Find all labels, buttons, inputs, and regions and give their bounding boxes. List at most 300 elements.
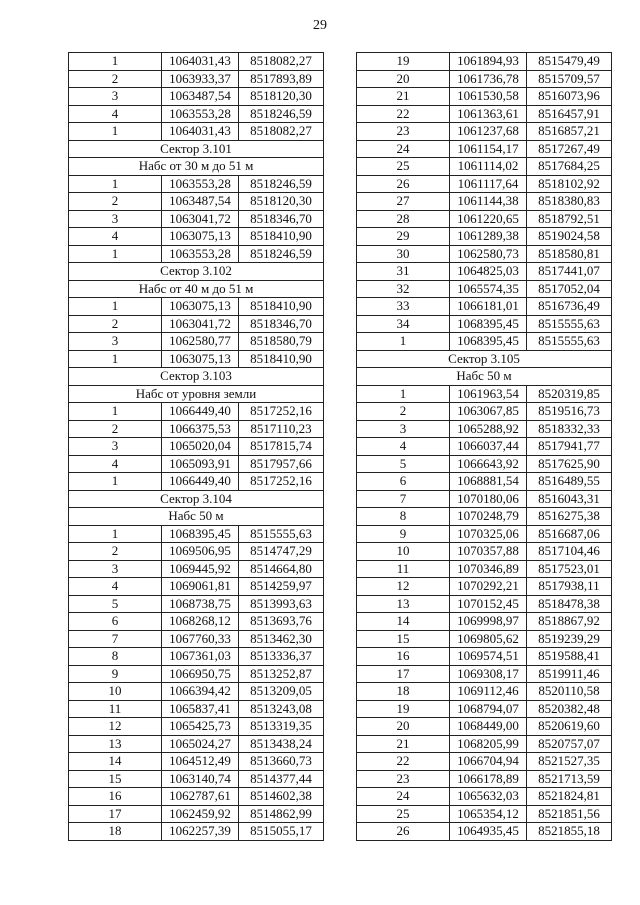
y-coordinate: 8514259,97 — [239, 578, 324, 596]
point-number: 29 — [357, 228, 450, 246]
point-number: 22 — [357, 105, 450, 123]
table-row — [69, 700, 324, 718]
y-coordinate: 8520757,07 — [527, 735, 612, 753]
x-coordinate: 1064512,49 — [162, 753, 239, 771]
point-number: 14 — [69, 753, 162, 771]
table-row — [357, 753, 612, 771]
table-row — [357, 280, 612, 298]
section-header-row — [69, 490, 324, 508]
section-header-row — [357, 368, 612, 386]
x-coordinate: 1070248,79 — [450, 508, 527, 526]
point-number: 4 — [69, 455, 162, 473]
y-coordinate: 8518120,30 — [239, 193, 324, 211]
x-coordinate: 1061530,58 — [450, 88, 527, 106]
x-coordinate: 1070292,21 — [450, 578, 527, 596]
table-row — [357, 228, 612, 246]
point-number: 33 — [357, 298, 450, 316]
point-number: 6 — [357, 473, 450, 491]
x-coordinate: 1061363,61 — [450, 105, 527, 123]
y-coordinate: 8518410,90 — [239, 298, 324, 316]
x-coordinate: 1063140,74 — [162, 770, 239, 788]
y-coordinate: 8518346,70 — [239, 315, 324, 333]
point-number: 1 — [69, 53, 162, 71]
table-row — [357, 770, 612, 788]
x-coordinate: 1061736,78 — [450, 70, 527, 88]
point-number: 1 — [69, 298, 162, 316]
y-coordinate: 8515555,63 — [527, 333, 612, 351]
point-number: 8 — [357, 508, 450, 526]
y-coordinate: 8517957,66 — [239, 455, 324, 473]
y-coordinate: 8517893,89 — [239, 70, 324, 88]
table-row — [357, 525, 612, 543]
x-coordinate: 1070325,06 — [450, 525, 527, 543]
y-coordinate: 8519024,58 — [527, 228, 612, 246]
y-coordinate: 8518082,27 — [239, 53, 324, 71]
point-number: 15 — [69, 770, 162, 788]
x-coordinate: 1063041,72 — [162, 210, 239, 228]
table-row — [69, 333, 324, 351]
y-coordinate: 8516457,91 — [527, 105, 612, 123]
x-coordinate: 1068395,45 — [162, 525, 239, 543]
point-number: 18 — [69, 823, 162, 841]
table-row — [357, 210, 612, 228]
y-coordinate: 8519911,46 — [527, 665, 612, 683]
table-row — [357, 718, 612, 736]
table-row — [357, 613, 612, 631]
point-number: 20 — [357, 718, 450, 736]
table-row — [69, 403, 324, 421]
table-row — [357, 158, 612, 176]
y-coordinate: 8518867,92 — [527, 613, 612, 631]
y-coordinate: 8518792,51 — [527, 210, 612, 228]
x-coordinate: 1066375,53 — [162, 420, 239, 438]
x-coordinate: 1068395,45 — [450, 333, 527, 351]
point-number: 13 — [357, 595, 450, 613]
table-row — [69, 88, 324, 106]
x-coordinate: 1065425,73 — [162, 718, 239, 736]
y-coordinate: 8517267,49 — [527, 140, 612, 158]
point-number: 26 — [357, 823, 450, 841]
table-row — [357, 648, 612, 666]
section-header: Набс от уровня земли — [69, 385, 324, 403]
x-coordinate: 1069998,97 — [450, 613, 527, 631]
section-header-row — [69, 263, 324, 281]
x-coordinate: 1070180,06 — [450, 490, 527, 508]
point-number: 23 — [357, 123, 450, 141]
y-coordinate: 8518346,70 — [239, 210, 324, 228]
table-row — [357, 508, 612, 526]
point-number: 26 — [357, 175, 450, 193]
point-number: 6 — [69, 613, 162, 631]
point-number: 24 — [357, 788, 450, 806]
section-header: Сектор 3.102 — [69, 263, 324, 281]
table-row — [69, 735, 324, 753]
y-coordinate: 8518410,90 — [239, 228, 324, 246]
point-number: 13 — [69, 735, 162, 753]
point-number: 34 — [357, 315, 450, 333]
y-coordinate: 8518246,59 — [239, 175, 324, 193]
y-coordinate: 8520382,48 — [527, 700, 612, 718]
x-coordinate: 1063041,72 — [162, 315, 239, 333]
y-coordinate: 8517441,07 — [527, 263, 612, 281]
point-number: 16 — [69, 788, 162, 806]
point-number: 15 — [357, 630, 450, 648]
y-coordinate: 8513319,35 — [239, 718, 324, 736]
table-row — [357, 823, 612, 841]
y-coordinate: 8513660,73 — [239, 753, 324, 771]
point-number: 19 — [357, 700, 450, 718]
y-coordinate: 8513693,76 — [239, 613, 324, 631]
x-coordinate: 1063075,13 — [162, 298, 239, 316]
table-row — [69, 788, 324, 806]
x-coordinate: 1061237,68 — [450, 123, 527, 141]
x-coordinate: 1067760,33 — [162, 630, 239, 648]
y-coordinate: 8521527,35 — [527, 753, 612, 771]
y-coordinate: 8517941,77 — [527, 438, 612, 456]
point-number: 1 — [69, 245, 162, 263]
y-coordinate: 8521824,81 — [527, 788, 612, 806]
point-number: 27 — [357, 193, 450, 211]
y-coordinate: 8513243,08 — [239, 700, 324, 718]
x-coordinate: 1070357,88 — [450, 543, 527, 561]
point-number: 11 — [357, 560, 450, 578]
x-coordinate: 1066950,75 — [162, 665, 239, 683]
table-row — [357, 490, 612, 508]
y-coordinate: 8514377,44 — [239, 770, 324, 788]
x-coordinate: 1065632,03 — [450, 788, 527, 806]
table-row — [357, 193, 612, 211]
x-coordinate: 1068794,07 — [450, 700, 527, 718]
x-coordinate: 1066449,40 — [162, 473, 239, 491]
x-coordinate: 1069574,51 — [450, 648, 527, 666]
table-row — [69, 350, 324, 368]
point-number: 2 — [69, 193, 162, 211]
point-number: 1 — [69, 123, 162, 141]
y-coordinate: 8517110,23 — [239, 420, 324, 438]
x-coordinate: 1065024,27 — [162, 735, 239, 753]
x-coordinate: 1070346,89 — [450, 560, 527, 578]
section-header-row — [69, 368, 324, 386]
table-row — [69, 105, 324, 123]
y-coordinate: 8516489,55 — [527, 473, 612, 491]
x-coordinate: 1068268,12 — [162, 613, 239, 631]
point-number: 30 — [357, 245, 450, 263]
point-number: 22 — [357, 753, 450, 771]
x-coordinate: 1068395,45 — [450, 315, 527, 333]
section-header: Набс 50 м — [357, 368, 612, 386]
section-header: Набс 50 м — [69, 508, 324, 526]
point-number: 5 — [357, 455, 450, 473]
point-number: 12 — [357, 578, 450, 596]
point-number: 3 — [357, 420, 450, 438]
x-coordinate: 1064825,03 — [450, 263, 527, 281]
table-row — [357, 298, 612, 316]
section-header: Набс от 40 м до 51 м — [69, 280, 324, 298]
point-number: 2 — [69, 315, 162, 333]
table-row — [69, 578, 324, 596]
y-coordinate: 8516857,21 — [527, 123, 612, 141]
x-coordinate: 1062459,92 — [162, 805, 239, 823]
point-number: 3 — [69, 333, 162, 351]
table-row — [69, 648, 324, 666]
point-number: 1 — [357, 333, 450, 351]
y-coordinate: 8513336,37 — [239, 648, 324, 666]
table-row — [357, 735, 612, 753]
x-coordinate: 1061117,64 — [450, 175, 527, 193]
point-number: 2 — [357, 403, 450, 421]
table-row — [357, 105, 612, 123]
x-coordinate: 1066704,94 — [450, 753, 527, 771]
point-number: 28 — [357, 210, 450, 228]
x-coordinate: 1063553,28 — [162, 245, 239, 263]
x-coordinate: 1066178,89 — [450, 770, 527, 788]
y-coordinate: 8515055,17 — [239, 823, 324, 841]
y-coordinate: 8518478,38 — [527, 595, 612, 613]
point-number: 4 — [69, 578, 162, 596]
point-number: 9 — [357, 525, 450, 543]
point-number: 2 — [69, 543, 162, 561]
y-coordinate: 8517523,01 — [527, 560, 612, 578]
table-row — [69, 455, 324, 473]
y-coordinate: 8518580,81 — [527, 245, 612, 263]
table-row — [357, 543, 612, 561]
x-coordinate: 1066449,40 — [162, 403, 239, 421]
table-row — [69, 420, 324, 438]
y-coordinate: 8513438,24 — [239, 735, 324, 753]
point-number: 24 — [357, 140, 450, 158]
y-coordinate: 8521855,18 — [527, 823, 612, 841]
y-coordinate: 8519588,41 — [527, 648, 612, 666]
y-coordinate: 8517252,16 — [239, 403, 324, 421]
point-number: 1 — [69, 473, 162, 491]
x-coordinate: 1069061,81 — [162, 578, 239, 596]
x-coordinate: 1061894,93 — [450, 53, 527, 71]
x-coordinate: 1069112,46 — [450, 683, 527, 701]
x-coordinate: 1063553,28 — [162, 105, 239, 123]
x-coordinate: 1065354,12 — [450, 805, 527, 823]
x-coordinate: 1063487,54 — [162, 193, 239, 211]
table-row — [357, 788, 612, 806]
section-header: Сектор 3.105 — [357, 350, 612, 368]
x-coordinate: 1061220,65 — [450, 210, 527, 228]
y-coordinate: 8516073,96 — [527, 88, 612, 106]
table-row — [69, 70, 324, 88]
table-row — [69, 823, 324, 841]
y-coordinate: 8516687,06 — [527, 525, 612, 543]
point-number: 11 — [69, 700, 162, 718]
point-number: 32 — [357, 280, 450, 298]
y-coordinate: 8518082,27 — [239, 123, 324, 141]
point-number: 1 — [357, 385, 450, 403]
x-coordinate: 1062580,77 — [162, 333, 239, 351]
x-coordinate: 1066181,01 — [450, 298, 527, 316]
table-row — [357, 700, 612, 718]
y-coordinate: 8516736,49 — [527, 298, 612, 316]
x-coordinate: 1068205,99 — [450, 735, 527, 753]
y-coordinate: 8517938,11 — [527, 578, 612, 596]
section-header-row — [357, 350, 612, 368]
table-row — [69, 525, 324, 543]
table-row — [357, 245, 612, 263]
section-header-row — [69, 280, 324, 298]
point-number: 18 — [357, 683, 450, 701]
x-coordinate: 1068738,75 — [162, 595, 239, 613]
point-number: 31 — [357, 263, 450, 281]
section-header-row — [69, 140, 324, 158]
point-number: 3 — [69, 438, 162, 456]
x-coordinate: 1066643,92 — [450, 455, 527, 473]
x-coordinate: 1069308,17 — [450, 665, 527, 683]
x-coordinate: 1065574,35 — [450, 280, 527, 298]
section-header-row — [69, 385, 324, 403]
y-coordinate: 8515709,57 — [527, 70, 612, 88]
table-row — [357, 263, 612, 281]
x-coordinate: 1066037,44 — [450, 438, 527, 456]
point-number: 1 — [69, 350, 162, 368]
table-row — [357, 420, 612, 438]
x-coordinate: 1063075,13 — [162, 350, 239, 368]
point-number: 20 — [357, 70, 450, 88]
x-coordinate: 1064031,43 — [162, 53, 239, 71]
y-coordinate: 8517052,04 — [527, 280, 612, 298]
y-coordinate: 8517815,74 — [239, 438, 324, 456]
section-header-row — [69, 508, 324, 526]
y-coordinate: 8515555,63 — [527, 315, 612, 333]
y-coordinate: 8518102,92 — [527, 175, 612, 193]
y-coordinate: 8520619,60 — [527, 718, 612, 736]
x-coordinate: 1063487,54 — [162, 88, 239, 106]
y-coordinate: 8519239,29 — [527, 630, 612, 648]
x-coordinate: 1063067,85 — [450, 403, 527, 421]
y-coordinate: 8513252,87 — [239, 665, 324, 683]
table-row — [357, 805, 612, 823]
point-number: 4 — [69, 105, 162, 123]
x-coordinate: 1065837,41 — [162, 700, 239, 718]
y-coordinate: 8514862,99 — [239, 805, 324, 823]
table-row — [357, 630, 612, 648]
y-coordinate: 8515479,49 — [527, 53, 612, 71]
y-coordinate: 8515555,63 — [239, 525, 324, 543]
x-coordinate: 1061963,54 — [450, 385, 527, 403]
point-number: 4 — [69, 228, 162, 246]
x-coordinate: 1069805,62 — [450, 630, 527, 648]
x-coordinate: 1065288,92 — [450, 420, 527, 438]
y-coordinate: 8517625,90 — [527, 455, 612, 473]
x-coordinate: 1063933,37 — [162, 70, 239, 88]
table-row — [69, 210, 324, 228]
table-row — [357, 473, 612, 491]
x-coordinate: 1068449,00 — [450, 718, 527, 736]
table-row — [69, 228, 324, 246]
x-coordinate: 1064031,43 — [162, 123, 239, 141]
point-number: 5 — [69, 595, 162, 613]
point-number: 16 — [357, 648, 450, 666]
coordinates-table-right — [356, 52, 612, 841]
point-number: 3 — [69, 210, 162, 228]
y-coordinate: 8518580,79 — [239, 333, 324, 351]
table-row — [357, 560, 612, 578]
point-number: 17 — [69, 805, 162, 823]
x-coordinate: 1067361,03 — [162, 648, 239, 666]
table-row — [357, 578, 612, 596]
table-row — [357, 88, 612, 106]
y-coordinate: 8518120,30 — [239, 88, 324, 106]
table-row — [69, 665, 324, 683]
table-row — [357, 595, 612, 613]
section-header: Сектор 3.104 — [69, 490, 324, 508]
point-number: 2 — [69, 70, 162, 88]
point-number: 19 — [357, 53, 450, 71]
table-row — [357, 665, 612, 683]
table-row — [69, 473, 324, 491]
table-row — [69, 683, 324, 701]
table-row — [69, 543, 324, 561]
section-header-row — [69, 158, 324, 176]
table-row — [357, 385, 612, 403]
x-coordinate: 1064935,45 — [450, 823, 527, 841]
section-header: Сектор 3.103 — [69, 368, 324, 386]
y-coordinate: 8518246,59 — [239, 105, 324, 123]
y-coordinate: 8518246,59 — [239, 245, 324, 263]
table-row — [357, 175, 612, 193]
y-coordinate: 8513209,05 — [239, 683, 324, 701]
y-coordinate: 8520110,58 — [527, 683, 612, 701]
table-row — [357, 333, 612, 351]
y-coordinate: 8514664,80 — [239, 560, 324, 578]
x-coordinate: 1061154,17 — [450, 140, 527, 158]
point-number: 17 — [357, 665, 450, 683]
y-coordinate: 8517684,25 — [527, 158, 612, 176]
table-row — [69, 438, 324, 456]
coordinates-table-right-body — [357, 53, 612, 841]
point-number: 1 — [69, 403, 162, 421]
y-coordinate: 8517252,16 — [239, 473, 324, 491]
x-coordinate: 1061289,38 — [450, 228, 527, 246]
x-coordinate: 1063553,28 — [162, 175, 239, 193]
point-number: 14 — [357, 613, 450, 631]
section-header: Набс от 30 м до 51 м — [69, 158, 324, 176]
table-row — [357, 455, 612, 473]
table-row — [69, 613, 324, 631]
table-row — [357, 683, 612, 701]
table-row — [357, 123, 612, 141]
y-coordinate: 8513993,63 — [239, 595, 324, 613]
point-number: 3 — [69, 88, 162, 106]
point-number: 25 — [357, 158, 450, 176]
table-row — [69, 193, 324, 211]
point-number: 1 — [69, 175, 162, 193]
x-coordinate: 1069506,95 — [162, 543, 239, 561]
y-coordinate: 8518380,83 — [527, 193, 612, 211]
y-coordinate: 8514602,38 — [239, 788, 324, 806]
table-row — [69, 630, 324, 648]
point-number: 7 — [69, 630, 162, 648]
x-coordinate: 1062787,61 — [162, 788, 239, 806]
y-coordinate: 8518332,33 — [527, 420, 612, 438]
y-coordinate: 8518410,90 — [239, 350, 324, 368]
coordinates-table-left — [68, 52, 324, 841]
table-row — [69, 245, 324, 263]
coordinates-table-left-body — [69, 53, 324, 841]
table-row — [69, 53, 324, 71]
table-row — [69, 123, 324, 141]
y-coordinate: 8519516,73 — [527, 403, 612, 421]
table-row — [357, 403, 612, 421]
y-coordinate: 8521851,56 — [527, 805, 612, 823]
x-coordinate: 1069445,92 — [162, 560, 239, 578]
x-coordinate: 1061114,02 — [450, 158, 527, 176]
table-row — [357, 140, 612, 158]
